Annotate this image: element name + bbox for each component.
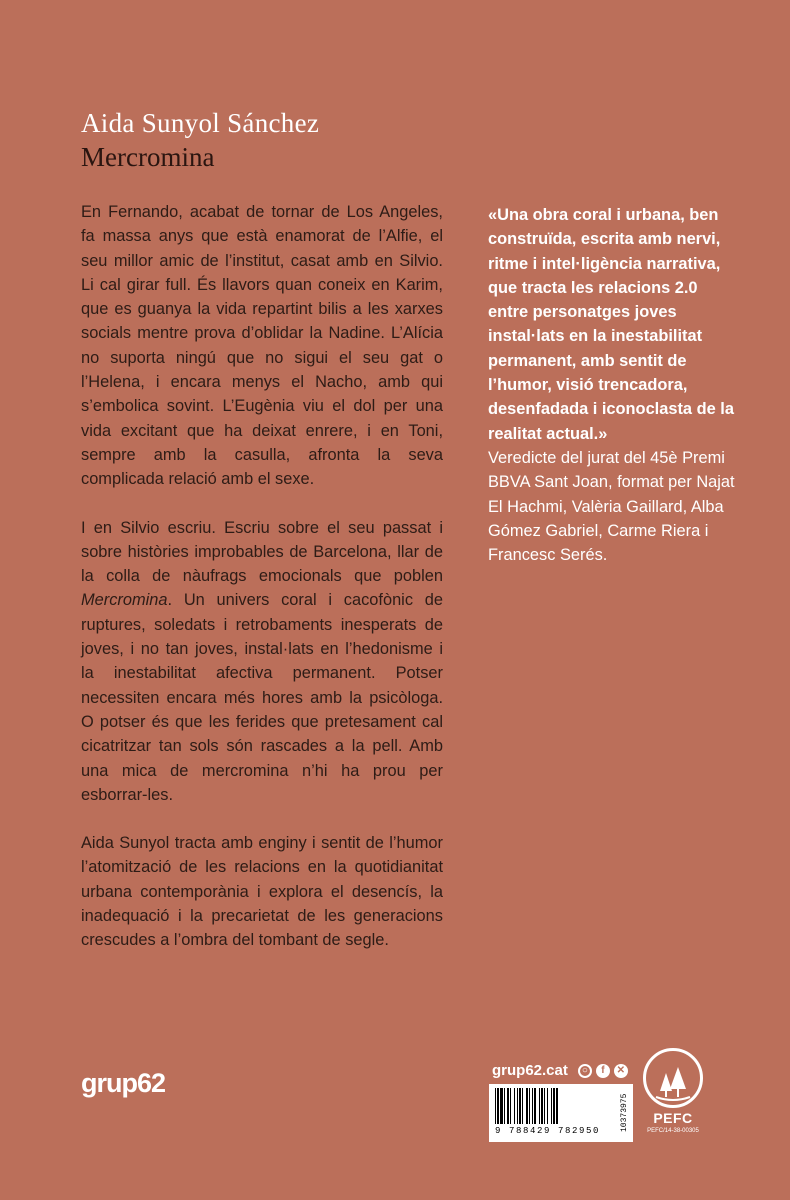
barcode-bar: [534, 1088, 536, 1124]
jury-quote: [488, 203, 738, 567]
quote-text: «Una obra coral i urbana, ben construïda, escrita amb nervi, ritme i intel·ligència narrativa, que tracta les relacions 2.0 entre personatges joves instal·lats en la inestabilitat permanent, amb sentit de l’humor, visió trencadora, desenfadada i iconoclasta de la realitat actual.»: [488, 206, 734, 443]
publisher-logo: grup62: [81, 1068, 166, 1098]
quote-attribution: Veredicte del jurat del 45è Premi BBVA Sant Joan, format per Najat El Hachmi, Valèria Gaillard, Alba Gómez Gabriel, Carme Riera i Francesc Serés.: [488, 448, 735, 565]
barcode-digits: 9 788429 782950: [495, 1126, 601, 1136]
barcode-bar: [522, 1088, 523, 1124]
barcode-bar: [553, 1088, 555, 1124]
barcode-bar: [529, 1088, 530, 1124]
barcode-bar: [495, 1088, 496, 1124]
barcode-bar: [541, 1088, 543, 1124]
pefc-logo: [640, 1048, 706, 1152]
x-icon[interactable]: ✕: [614, 1064, 628, 1078]
author-name: Aida Sunyol Sánchez: [81, 108, 320, 138]
barcode-bar: [497, 1088, 499, 1124]
synopsis-paragraph-2: [81, 516, 443, 808]
barcode-bar: [507, 1088, 509, 1124]
barcode-bar: [539, 1088, 540, 1124]
synopsis-paragraph-1: En Fernando, acabat de tornar de Los Angeles, fa massa anys que està enamorat de l’Alfie, el seu millor amic de l’institut, casat amb en Silvio. Li cal girar full. És llavors quan coneix en Karim, que es guanya la vida repartint bilis a les xarxes socials mentre prova d’oblidar la Nadine. L’Alícia no suporta ningú que no sigui el seu gat o l’Helena, i encara menys el Nacho, amb qui s’embolica sovint. L’Eugènia viu el dol per una vida excitant que ha deixat enrere, i en Toni, sempre amb la casulla, afronta la seva complicada relació amb el sexe.: [81, 203, 443, 489]
website-url[interactable]: grup62.cat: [492, 1062, 568, 1079]
synopsis-p2-start: I en Silvio escriu. Escriu sobre el seu passat i sobre històries improbables de Barcelona, llar de la colla de nàufrags emocionals que poblen: [81, 518, 443, 586]
barcode-bar: [517, 1088, 518, 1124]
barcode-bars: [495, 1088, 613, 1124]
barcode-bar: [504, 1088, 505, 1124]
synopsis-paragraph-3: Aida Sunyol tracta amb enginy i sentit de l’humor l’atomització de les relacions en la quotidianitat urbana contemporània i explora el desencís, la inadequació i la precarietat de les generacions crescudes a l’ombra del tombant de segle.: [81, 834, 443, 950]
barcode-bar: [547, 1088, 548, 1124]
barcode-bar: [500, 1088, 503, 1124]
synopsis-p2-title: Mercromina: [81, 591, 168, 610]
barcode-bar: [544, 1088, 545, 1124]
pefc-label: PEFC: [653, 1110, 693, 1126]
barcode-bar: [514, 1088, 515, 1124]
book-title: Mercromina: [81, 142, 215, 172]
barcode-side-code: 10373975: [620, 1093, 629, 1133]
pefc-code: PEFC/14-38-00305: [647, 1128, 699, 1134]
website-row: [492, 1062, 628, 1079]
barcode-bar: [519, 1088, 521, 1124]
barcode-bar: [510, 1088, 511, 1124]
synopsis: [81, 200, 443, 977]
barcode-bar: [556, 1088, 558, 1124]
instagram-icon[interactable]: ○: [578, 1064, 592, 1078]
barcode: [489, 1084, 633, 1142]
barcode-bar: [526, 1088, 528, 1124]
pefc-tree-icon: [643, 1048, 703, 1108]
facebook-icon[interactable]: f: [596, 1064, 610, 1078]
barcode-bar: [532, 1088, 533, 1124]
barcode-bar: [551, 1088, 552, 1124]
synopsis-p2-end: . Un univers coral i cacofònic de ruptures, soledats i retrobaments inesperats de joves, i no tan joves, instal·lats en l’hedonisme i la inestabilitat afectiva permanent. Potser necessiten encara més hores amb la psicòloga. O potser és que les ferides que pretesament cal cicatritzar tan sols són rascades a la pell. Amb una mica de mercromina n’hi ha prou per esborrar-les.: [81, 591, 443, 804]
